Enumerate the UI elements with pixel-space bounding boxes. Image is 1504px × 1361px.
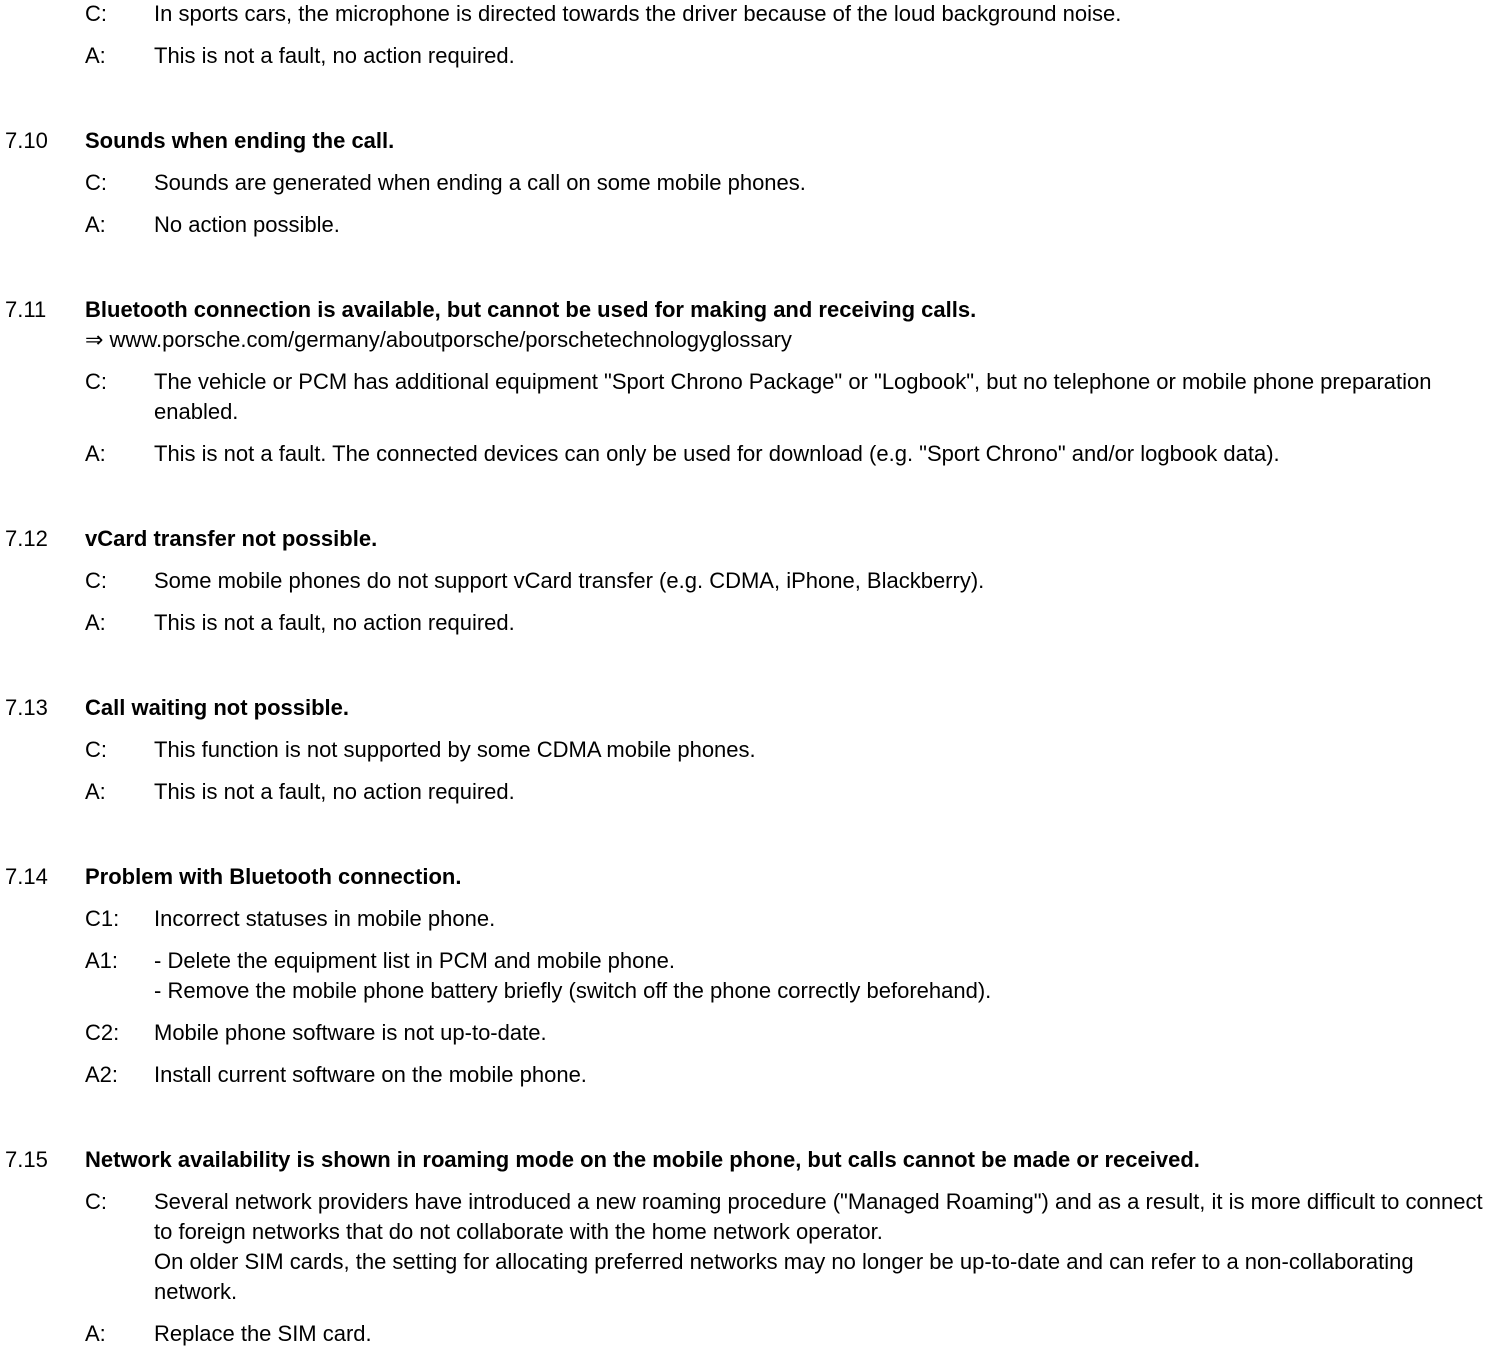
row-label: C: (85, 737, 107, 762)
row-text: - Delete the equipment list in PCM and mobile phone. - Remove the mobile phone battery briefly (switch off the phone correctly beforehand). (154, 948, 992, 1003)
row-label: A2: (85, 1062, 119, 1087)
cause-action-row (85, 41, 1504, 71)
row-label: C: (85, 369, 107, 394)
section-heading (0, 295, 1504, 325)
cause-action-row (85, 1187, 1504, 1307)
row-label: A: (85, 441, 106, 466)
row-text: Install current software on the mobile phone. (154, 1062, 587, 1087)
section-title: Problem with Bluetooth connection. (85, 864, 462, 889)
section-heading (0, 862, 1504, 892)
row-label: C1: (85, 906, 120, 931)
row-text: Some mobile phones do not support vCard transfer (e.g. CDMA, iPhone, Blackberry). (154, 568, 985, 593)
section-title: vCard transfer not possible. (85, 526, 378, 551)
row-label: C: (85, 1, 107, 26)
section-number: 7.14 (5, 864, 48, 889)
section-title: Network availability is shown in roaming mode on the mobile phone, but calls cannot be made or received. (85, 1147, 1200, 1172)
section-heading (0, 1145, 1504, 1175)
row-label: A: (85, 610, 106, 635)
row-label: C: (85, 170, 107, 195)
troubleshooting-section (0, 295, 1504, 469)
troubleshooting-section (0, 0, 1504, 71)
troubleshooting-section (0, 693, 1504, 807)
cause-action-row (85, 946, 1504, 1006)
row-text: Sounds are generated when ending a call on some mobile phones. (154, 170, 806, 195)
cause-action-row (85, 904, 1504, 934)
row-text: This is not a fault. The connected devices can only be used for download (e.g. "Sport Chrono" and/or logbook data). (154, 441, 1280, 466)
row-label: C2: (85, 1020, 120, 1045)
row-text: Several network providers have introduced a new roaming procedure ("Managed Roaming") and as a result, it is more difficult to connect to foreign networks that do not collaborate with the home network operator. On older SIM cards, the setting for allocating preferred networks may no longer be up-to-date and can refer to a non-collaborating network. (154, 1189, 1483, 1304)
section-number: 7.13 (5, 695, 48, 720)
row-label: A: (85, 779, 106, 804)
row-text: Replace the SIM card. (154, 1321, 372, 1346)
cause-action-row (85, 608, 1504, 638)
row-text: In sports cars, the microphone is directed towards the driver because of the loud background noise. (154, 1, 1122, 26)
cause-action-row (85, 0, 1504, 29)
row-text: Incorrect statuses in mobile phone. (154, 906, 496, 931)
section-number: 7.12 (5, 526, 48, 551)
row-label: A1: (85, 948, 119, 973)
section-title: Sounds when ending the call. (85, 128, 395, 153)
row-text: The vehicle or PCM has additional equipment "Sport Chrono Package" or "Logbook", but no telephone or mobile phone preparation enabled. (154, 369, 1432, 424)
cause-action-row (85, 1060, 1504, 1090)
troubleshooting-section (0, 862, 1504, 1090)
section-number: 7.11 (5, 297, 47, 322)
row-label: A: (85, 1321, 106, 1346)
row-label: A: (85, 212, 106, 237)
section-heading (0, 693, 1504, 723)
section-heading (0, 524, 1504, 554)
row-text: This is not a fault, no action required. (154, 779, 515, 804)
row-text: This is not a fault, no action required. (154, 610, 515, 635)
troubleshooting-section (0, 1145, 1504, 1349)
troubleshooting-section (0, 524, 1504, 638)
section-number: 7.10 (5, 128, 48, 153)
row-label: A: (85, 43, 106, 68)
cause-action-row (85, 777, 1504, 807)
cause-action-row (85, 1018, 1504, 1048)
cause-action-row (85, 1319, 1504, 1349)
reference-link[interactable]: ⇒ www.porsche.com/germany/aboutporsche/porschetechnologyglossary (85, 327, 792, 352)
row-text: Mobile phone software is not up-to-date. (154, 1020, 547, 1045)
troubleshooting-section (0, 126, 1504, 240)
row-text: No action possible. (154, 212, 340, 237)
section-title: Call waiting not possible. (85, 695, 350, 720)
row-text: This is not a fault, no action required. (154, 43, 515, 68)
cause-action-row (85, 735, 1504, 765)
row-text: This function is not supported by some CDMA mobile phones. (154, 737, 756, 762)
cause-action-row (85, 439, 1504, 469)
section-number: 7.15 (5, 1147, 48, 1172)
section-heading (0, 126, 1504, 156)
section-title: Bluetooth connection is available, but cannot be used for making and receiving calls. (85, 297, 977, 322)
cause-action-row (85, 367, 1504, 427)
cause-action-row (85, 566, 1504, 596)
cause-action-row (85, 210, 1504, 240)
row-label: C: (85, 1189, 107, 1214)
cause-action-row (85, 168, 1504, 198)
row-label: C: (85, 568, 107, 593)
